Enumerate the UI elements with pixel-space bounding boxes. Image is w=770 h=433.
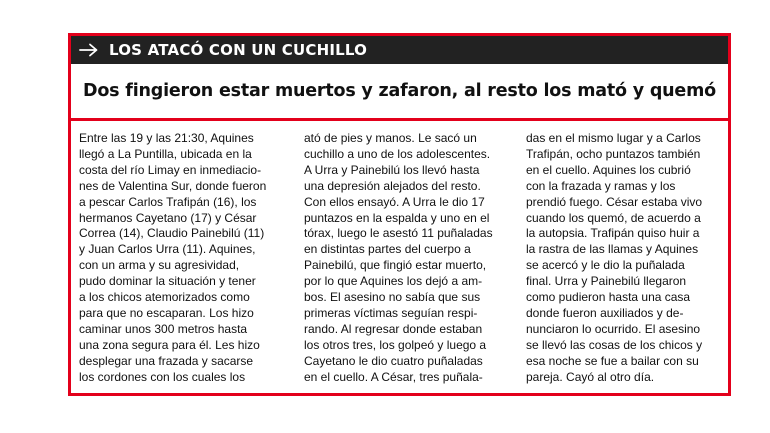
body-line: puntazos en la espalda y uno en el: [304, 210, 490, 225]
body-line: Trafipán, ocho puntazos también: [526, 146, 701, 161]
body-line: donde fueron auxiliados y de-: [526, 305, 684, 320]
body-line: una depresión alejados del resto.: [304, 178, 481, 193]
body-line: desplegar una frazada y sacarse: [79, 353, 254, 368]
body-line: A Urra y Painebilú los llevó hasta: [304, 162, 480, 177]
body-line: se acercó y le dio la puñalada: [526, 258, 685, 273]
body-line: pudo dominar la situación y tener: [79, 274, 256, 289]
body-line: con la frazada y ramas y los: [526, 178, 676, 193]
body-line: la autopsia. Trafipán quiso huir a: [526, 226, 700, 241]
body-line: das en el mismo lugar y a Carlos: [526, 131, 701, 145]
body-line: nunciaron lo ocurrido. El asesino: [526, 321, 701, 336]
body-line: Painebilú, que fingió estar muerto,: [304, 258, 487, 273]
body-line: esa noche se fue a bailar con su: [526, 353, 699, 368]
body-line: hermanos Cayetano (17) y César: [79, 210, 257, 225]
body-line: a los chicos atemorizados como: [79, 290, 250, 305]
body-line: final. Urra y Painebilú llegaron: [526, 274, 687, 289]
body-line: por lo que Aquines los dejó a am-: [304, 274, 483, 289]
body-line: la rastra de las llamas y Aquines: [526, 242, 699, 257]
body-line: Con ellos ensayó. A Urra le dio 17: [304, 194, 485, 209]
body-line: en el cuello. Aquines los cubrió: [526, 162, 691, 177]
body-line: en el cuello. A César, tres puñala-: [304, 369, 483, 384]
column-2: [304, 131, 493, 386]
body-line: rando. Al regresar donde estaban: [304, 321, 483, 336]
body-line: los otros tres, los golpeó y luego a: [304, 337, 487, 352]
body-line: y Juan Carlos Urra (11). Aquines,: [79, 242, 256, 257]
arrow-right-icon: [79, 43, 99, 57]
column-1: [79, 131, 266, 386]
body-line: ató de pies y manos. Le sacó un: [304, 131, 477, 145]
body-line: pareja. Cayó al otro día.: [526, 369, 655, 384]
body-line: Cayetano le dio cuatro puñaladas: [304, 353, 483, 368]
body-line: caminar unos 300 metros hasta: [79, 321, 248, 336]
body-line: cuchillo a uno de los adolescentes.: [304, 146, 491, 161]
kicker-text: LOS ATACÓ CON UN CUCHILLO: [109, 41, 368, 59]
body-line: costa del río Limay en inmediacio-: [79, 162, 262, 177]
body-line: bos. El asesino no sabía que sus: [304, 290, 481, 305]
body-line: una zona segura para él. Les hizo: [79, 337, 260, 352]
headline-area: [71, 64, 728, 121]
body-line: primeras víctimas seguían respi-: [304, 305, 478, 320]
body-line: a pescar Carlos Trafipán (16), los: [79, 194, 257, 209]
column-3: [526, 131, 702, 386]
kicker-bar: [71, 36, 728, 64]
body-line: en distintas partes del cuerpo a: [304, 242, 471, 257]
body-line: como pudieron hasta una casa: [526, 290, 691, 305]
article-box: [68, 33, 731, 396]
body-line: prendió fuego. César estaba vivo: [526, 194, 703, 209]
headline: Dos fingieron estar muertos y zafaron, al resto los mató y quemó: [83, 81, 716, 101]
body-line: nes de Valentina Sur, donde fueron: [79, 178, 267, 193]
body-line: cuando los quemó, de acuerdo a: [526, 210, 701, 225]
body-line: con un arma y su agresividad,: [79, 258, 240, 273]
body-line: para que no escaparan. Los hizo: [79, 305, 254, 320]
body-line: se llevó las cosas de los chicos y: [526, 337, 703, 352]
body-line: los cordones con los cuales los: [79, 369, 246, 384]
body-line: llegó a La Puntilla, ubicada en la: [79, 146, 252, 161]
body-line: tórax, luego le asestó 11 puñaladas: [304, 226, 493, 241]
body-line: Entre las 19 y las 21:30, Aquines: [79, 131, 254, 145]
body-line: Correa (14), Claudio Painebilú (11): [79, 226, 265, 241]
